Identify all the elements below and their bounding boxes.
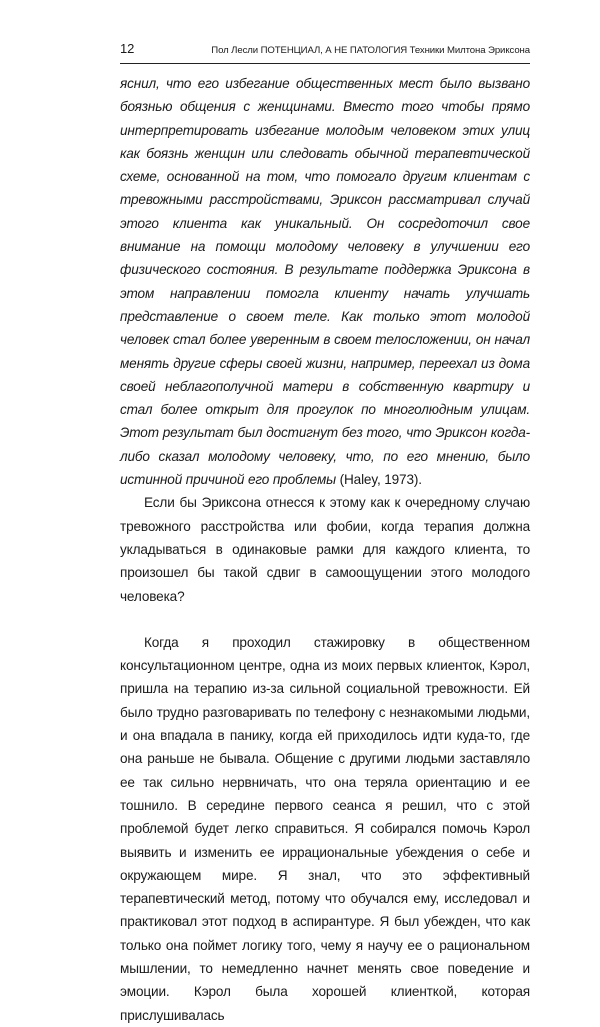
carol-case-paragraph: Когда я проходил стажировку в общественном консультационном центре, одна из моих первых клиенток, Кэрол, пришла на терапию из-за сильной социальной тревожности. Ей было трудно разговаривать по телефону с незнакомыми людьми, и она впадала в панику, когда ей приходилось идти куда-то, где она раньше не бывала. Общение с другими людьми заставляло ее так сильно нервничать, что она теряла ориентацию и ее тошнило. В середине первого сеанса я решил, что с этой проблемой будет легко справиться. Я собирался помочь Кэрол выявить и изменить ее иррациональные убеждения о себе и окружающем мире. Я знал, что это эффективный терапевтический метод, потому что обучался ему, исследовал и практиковал этот подход в аспирантуре. Я был убежден, что как только она поймет логику того, чему я научу ее о рациональном мышлении, то немедленно начнет менять свое поведение и эмоции. Кэрол была хорошей клиенткой, которая прислушивалась bbox=[120, 634, 530, 1023]
page-number: 12 bbox=[120, 41, 135, 56]
citation: (Haley, 1973). bbox=[339, 472, 422, 488]
running-title: Пол Лесли ПОТЕНЦИАЛ, А НЕ ПАТОЛОГИЯ Техники Милтона Эриксона bbox=[211, 45, 530, 56]
case-description-paragraph bbox=[120, 72, 530, 491]
question-paragraph: Если бы Эриксона отнесся к этому как к очередному случаю тревожного расстройства или фобии, когда терапия должна укладываться в одинаковые рамки для каждого клиента, то произошел бы такой сдвиг в самоощущении этого молодого человека? bbox=[120, 495, 530, 604]
body-text bbox=[120, 72, 530, 1027]
case-description-text: яснил, что его избегание общественных мест было вызвано боязнью общения с женщинами. Вместо того чтобы прямо интерпретировать избегание молодым человеком этих улиц как боязнь женщин или следовать обычной терапевтической схеме, основанной на том, что помогало другим клиентам с тревожными расстройствами, Эриксон рассматривал случай этого клиента как уникальный. Он сосредоточил свое внимание на помощи молодому человеку в улучшении его физического состояния. В результате поддержка Эриксона в этом направлении помогла клиенту начать улучшать представление о своем теле. Как только этот молодой человек стал более уверенным в своем телосложении, он начал менять другие сферы своей жизни, например, переехал из дома своей неблагополучной матери в собственную квартиру и стал более открыт для прогулок по многолюдным улицам. Этот результат был достигнут без того, что Эриксон когда-либо сказал молодому человеку, что, по его мнению, было истинной причиной его проблемы bbox=[120, 76, 530, 488]
book-page bbox=[120, 42, 530, 1027]
paragraph-spacer bbox=[120, 608, 530, 631]
running-header bbox=[120, 42, 530, 64]
